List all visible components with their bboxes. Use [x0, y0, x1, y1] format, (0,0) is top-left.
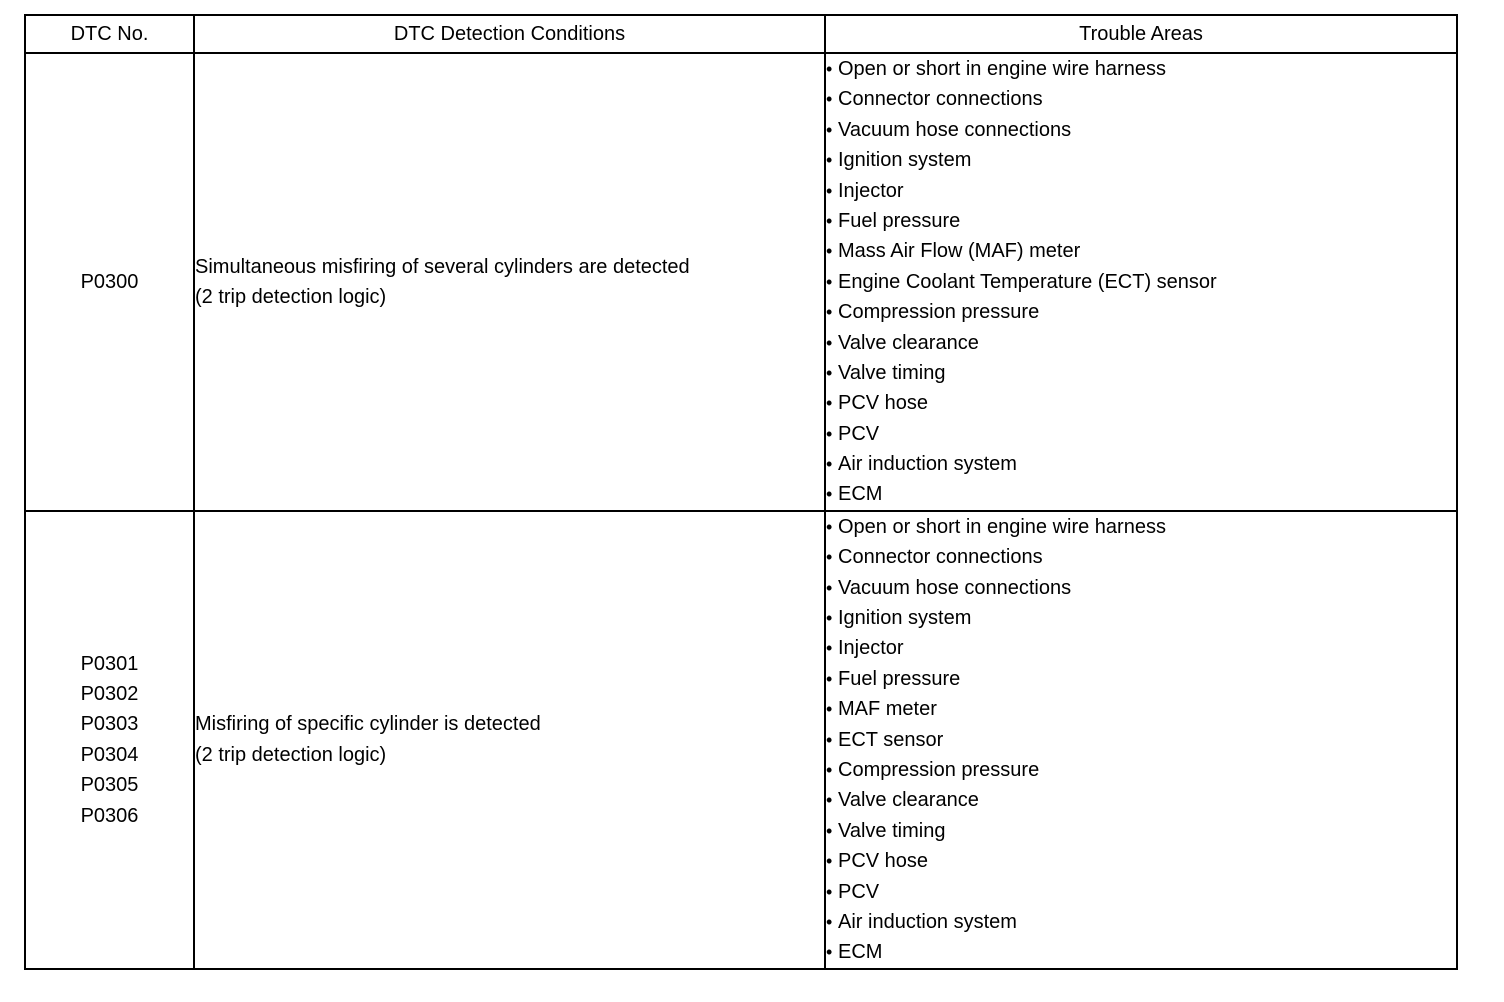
trouble-area-text: Air induction system	[838, 453, 1017, 476]
trouble-area-text: Ignition system	[838, 607, 972, 630]
bullet-icon: •	[826, 881, 833, 902]
list-item	[826, 297, 1456, 327]
detection-condition-line: (2 trip detection logic)	[195, 285, 387, 308]
dtc-table	[24, 14, 1458, 970]
dtc-code-cell	[25, 53, 194, 511]
trouble-area-text: ECM	[838, 941, 883, 964]
detection-condition-cell	[194, 53, 825, 511]
bullet-icon: •	[826, 271, 833, 292]
bullet-icon: •	[826, 759, 833, 780]
list-item	[826, 419, 1456, 449]
dtc-code: P0303	[80, 713, 139, 736]
bullet-icon: •	[826, 942, 833, 963]
table-header-row	[25, 15, 1457, 53]
list-item	[826, 937, 1456, 967]
trouble-area-text: Valve clearance	[838, 331, 979, 354]
bullet-icon: •	[826, 577, 833, 598]
trouble-area-text: ECT sensor	[838, 728, 944, 751]
trouble-area-text: ECM	[838, 483, 883, 506]
list-item	[826, 84, 1456, 114]
bullet-icon: •	[826, 668, 833, 689]
list-item	[826, 907, 1456, 937]
trouble-areas-list	[826, 512, 1456, 968]
dtc-code-cell	[25, 511, 194, 969]
bullet-icon: •	[826, 119, 833, 140]
trouble-area-text: Injector	[838, 179, 904, 202]
bullet-icon: •	[826, 150, 833, 171]
bullet-icon: •	[826, 241, 833, 262]
list-item	[826, 449, 1456, 479]
trouble-area-text: Open or short in engine wire harness	[838, 58, 1166, 80]
trouble-area-text: Open or short in engine wire harness	[838, 515, 1166, 538]
list-item	[826, 206, 1456, 236]
list-item	[826, 54, 1456, 84]
table-row	[25, 511, 1457, 969]
list-item	[826, 358, 1456, 388]
bullet-icon: •	[826, 638, 833, 659]
bullet-icon: •	[826, 851, 833, 872]
trouble-areas-cell	[825, 511, 1457, 969]
list-item	[826, 633, 1456, 663]
list-item	[826, 512, 1456, 542]
trouble-area-text: Valve timing	[838, 819, 946, 842]
bullet-icon: •	[826, 454, 833, 475]
detection-condition-line: Misfiring of specific cylinder is detected	[195, 713, 541, 736]
trouble-area-text: Compression pressure	[838, 301, 1040, 324]
trouble-area-text: Valve clearance	[838, 789, 979, 812]
bullet-icon: •	[826, 820, 833, 841]
list-item	[826, 816, 1456, 846]
trouble-area-text: Fuel pressure	[838, 209, 961, 232]
trouble-area-text: Valve timing	[838, 361, 946, 384]
trouble-areas-list	[826, 54, 1456, 510]
trouble-area-text: Engine Coolant Temperature (ECT) sensor	[838, 270, 1217, 293]
dtc-code: P0306	[80, 804, 139, 827]
trouble-area-text: Air induction system	[838, 910, 1017, 933]
dtc-code: P0301	[80, 652, 139, 675]
trouble-area-text: PCV	[838, 422, 880, 445]
list-item	[826, 877, 1456, 907]
list-item	[826, 176, 1456, 206]
bullet-icon: •	[826, 210, 833, 231]
trouble-area-text: Fuel pressure	[838, 667, 961, 690]
trouble-area-text: Injector	[838, 637, 904, 660]
bullet-icon: •	[826, 608, 833, 629]
dtc-code: P0304	[80, 743, 139, 766]
trouble-area-text: Connector connections	[838, 88, 1043, 111]
detection-condition-cell	[194, 511, 825, 969]
table-row	[25, 53, 1457, 511]
bullet-icon: •	[826, 729, 833, 750]
bullet-icon: •	[826, 362, 833, 383]
list-item	[826, 664, 1456, 694]
detection-condition-line: (2 trip detection logic)	[195, 743, 387, 766]
trouble-area-text: Vacuum hose connections	[838, 576, 1072, 599]
list-item	[826, 479, 1456, 509]
bullet-icon: •	[826, 911, 833, 932]
trouble-area-text: Compression pressure	[838, 758, 1040, 781]
list-item	[826, 755, 1456, 785]
dtc-code: P0300	[80, 270, 139, 293]
list-item	[826, 725, 1456, 755]
bullet-icon: •	[826, 59, 833, 79]
header-trouble-areas: Trouble Areas	[825, 15, 1457, 53]
list-item	[826, 115, 1456, 145]
header-dtc-no: DTC No.	[25, 15, 194, 53]
list-item	[826, 785, 1456, 815]
list-item	[826, 267, 1456, 297]
bullet-icon: •	[826, 790, 833, 811]
header-detection-conditions: DTC Detection Conditions	[194, 15, 825, 53]
bullet-icon: •	[826, 423, 833, 444]
bullet-icon: •	[826, 302, 833, 323]
trouble-area-text: PCV hose	[838, 392, 929, 415]
bullet-icon: •	[826, 89, 833, 110]
list-item	[826, 694, 1456, 724]
trouble-area-text: Vacuum hose connections	[838, 118, 1072, 141]
list-item	[826, 603, 1456, 633]
list-item	[826, 328, 1456, 358]
trouble-area-text: Ignition system	[838, 149, 972, 172]
bullet-icon: •	[826, 699, 833, 720]
trouble-area-text: Connector connections	[838, 546, 1043, 569]
list-item	[826, 145, 1456, 175]
bullet-icon: •	[826, 393, 833, 414]
dtc-code: P0302	[80, 682, 139, 705]
bullet-icon: •	[826, 516, 833, 537]
bullet-icon: •	[826, 332, 833, 353]
list-item	[826, 573, 1456, 603]
bullet-icon: •	[826, 180, 833, 201]
trouble-areas-cell	[825, 53, 1457, 511]
bullet-icon: •	[826, 484, 833, 505]
trouble-area-text: PCV	[838, 880, 880, 903]
list-item	[826, 846, 1456, 876]
trouble-area-text: Mass Air Flow (MAF) meter	[838, 240, 1081, 263]
list-item	[826, 236, 1456, 266]
detection-condition-line: Simultaneous misfiring of several cylinders are detected	[195, 255, 690, 278]
trouble-area-text: PCV hose	[838, 850, 929, 873]
trouble-area-text: MAF meter	[838, 698, 937, 721]
list-item	[826, 388, 1456, 418]
list-item	[826, 542, 1456, 572]
dtc-code: P0305	[80, 774, 139, 797]
bullet-icon: •	[826, 547, 833, 568]
